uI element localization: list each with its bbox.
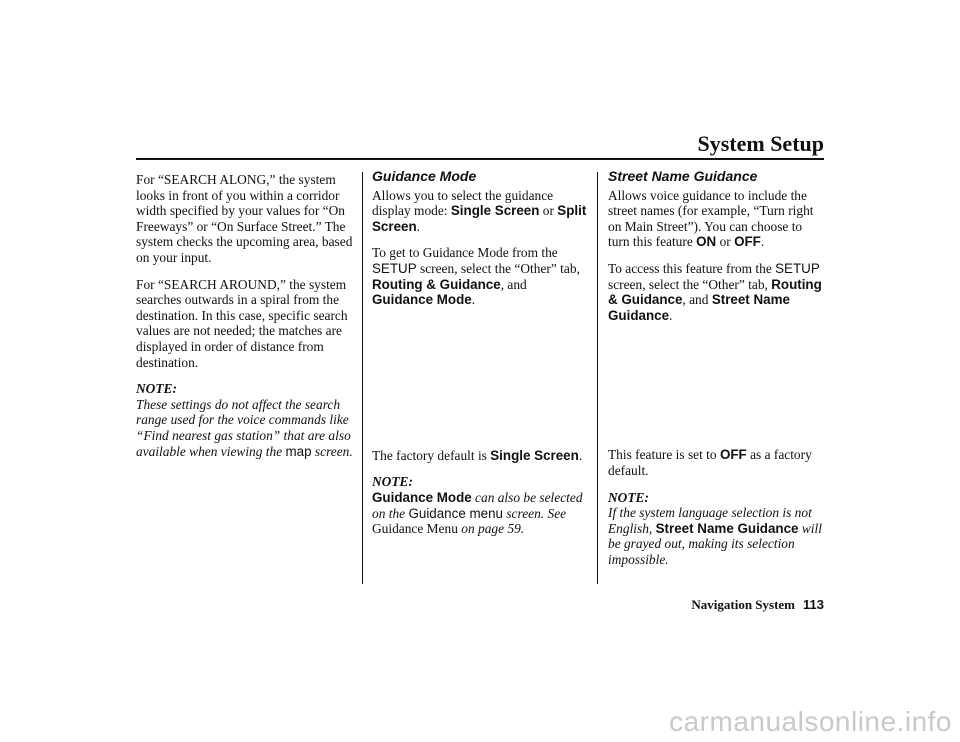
note-label: NOTE: [372, 474, 413, 490]
column-guidance-mode [372, 168, 590, 537]
page-footer [691, 597, 824, 613]
option-split-screen: Split Screen [372, 203, 587, 234]
street-name-path: To access this feature from the SETUP screen, select the “Other” tab, Routing & Guidance, and Street Name Guidance. [608, 260, 822, 323]
guidance-mode-description: Allows you to select the guidance display mode: Single Screen or Split Screen. [372, 187, 587, 234]
street-name-guidance-heading: Street Name Guidance [608, 168, 758, 184]
guidance-mode-term: Guidance Mode [372, 292, 472, 308]
note-label: NOTE: [608, 489, 649, 505]
default-value: Single Screen [490, 447, 579, 463]
note-text: If the system language selection is not English, Street Name Guidance will be grayed out, making its selection impossible. [608, 505, 822, 567]
default-value: OFF [719, 447, 747, 463]
guidance-mode-term: Guidance Mode [372, 489, 472, 505]
street-name-guidance-term: Street Name Guidance [655, 520, 799, 536]
note-text: These settings do not affect the search range used for the voice commands like “Find nearest gas station” that are also available when viewing the map screen. [136, 396, 353, 459]
street-name-description: Allows voice guidance to include the street names (for example, “Turn right on Main Street”). You can choose to turn this feature ON or OFF. [608, 187, 814, 250]
guidance-mode-heading: Guidance Mode [372, 168, 477, 184]
routing-guidance-term: Routing & Guidance [608, 276, 822, 308]
column-search-range [136, 172, 360, 459]
page-title: System Setup [697, 131, 824, 156]
title-rule [136, 158, 824, 160]
option-single-screen: Single Screen [450, 203, 540, 219]
watermark: carmanualsonline.info [669, 706, 952, 737]
note-text: Guidance Mode can also be selected on the Guidance menu screen. See Guidance Menu on page 59. [372, 489, 583, 537]
option-off: OFF [734, 234, 761, 250]
guidance-menu-term: Guidance menu [408, 505, 503, 521]
guidance-menu-reference: Guidance Menu [372, 521, 458, 537]
column-divider [597, 172, 598, 584]
factory-setting: This feature is set to OFF as a factory default. [608, 447, 812, 478]
column-divider [362, 172, 363, 584]
footer-label: Navigation System [691, 597, 796, 612]
search-along-paragraph: For “SEARCH ALONG,” the system looks in front of you within a corridor width specified by your values for “On Freeways” or “On Surface Street.” The system checks the upcoming area, based on your input. [136, 172, 353, 265]
search-around-paragraph: For “SEARCH AROUND,” the system searches outwards in a spiral from the destination. In this case, specific search values are not needed; the matches are displayed in order of distance from destination. [136, 276, 348, 370]
page-number: 113 [803, 597, 824, 612]
setup-term: SETUP [372, 260, 417, 276]
map-screen-term: map [285, 443, 312, 459]
factory-default: The factory default is Single Screen. [372, 447, 583, 463]
routing-guidance-term: Routing & Guidance [372, 276, 501, 292]
street-name-guidance-term: Street Name Guidance [608, 292, 790, 323]
option-on: ON [696, 234, 717, 250]
column-street-name-guidance [608, 168, 826, 568]
note-label: NOTE: [136, 381, 177, 397]
setup-term: SETUP [775, 260, 820, 276]
guidance-mode-path: To get to Guidance Mode from the SETUP screen, select the “Other” tab, Routing & Guidance, and Guidance Mode. [372, 245, 580, 308]
